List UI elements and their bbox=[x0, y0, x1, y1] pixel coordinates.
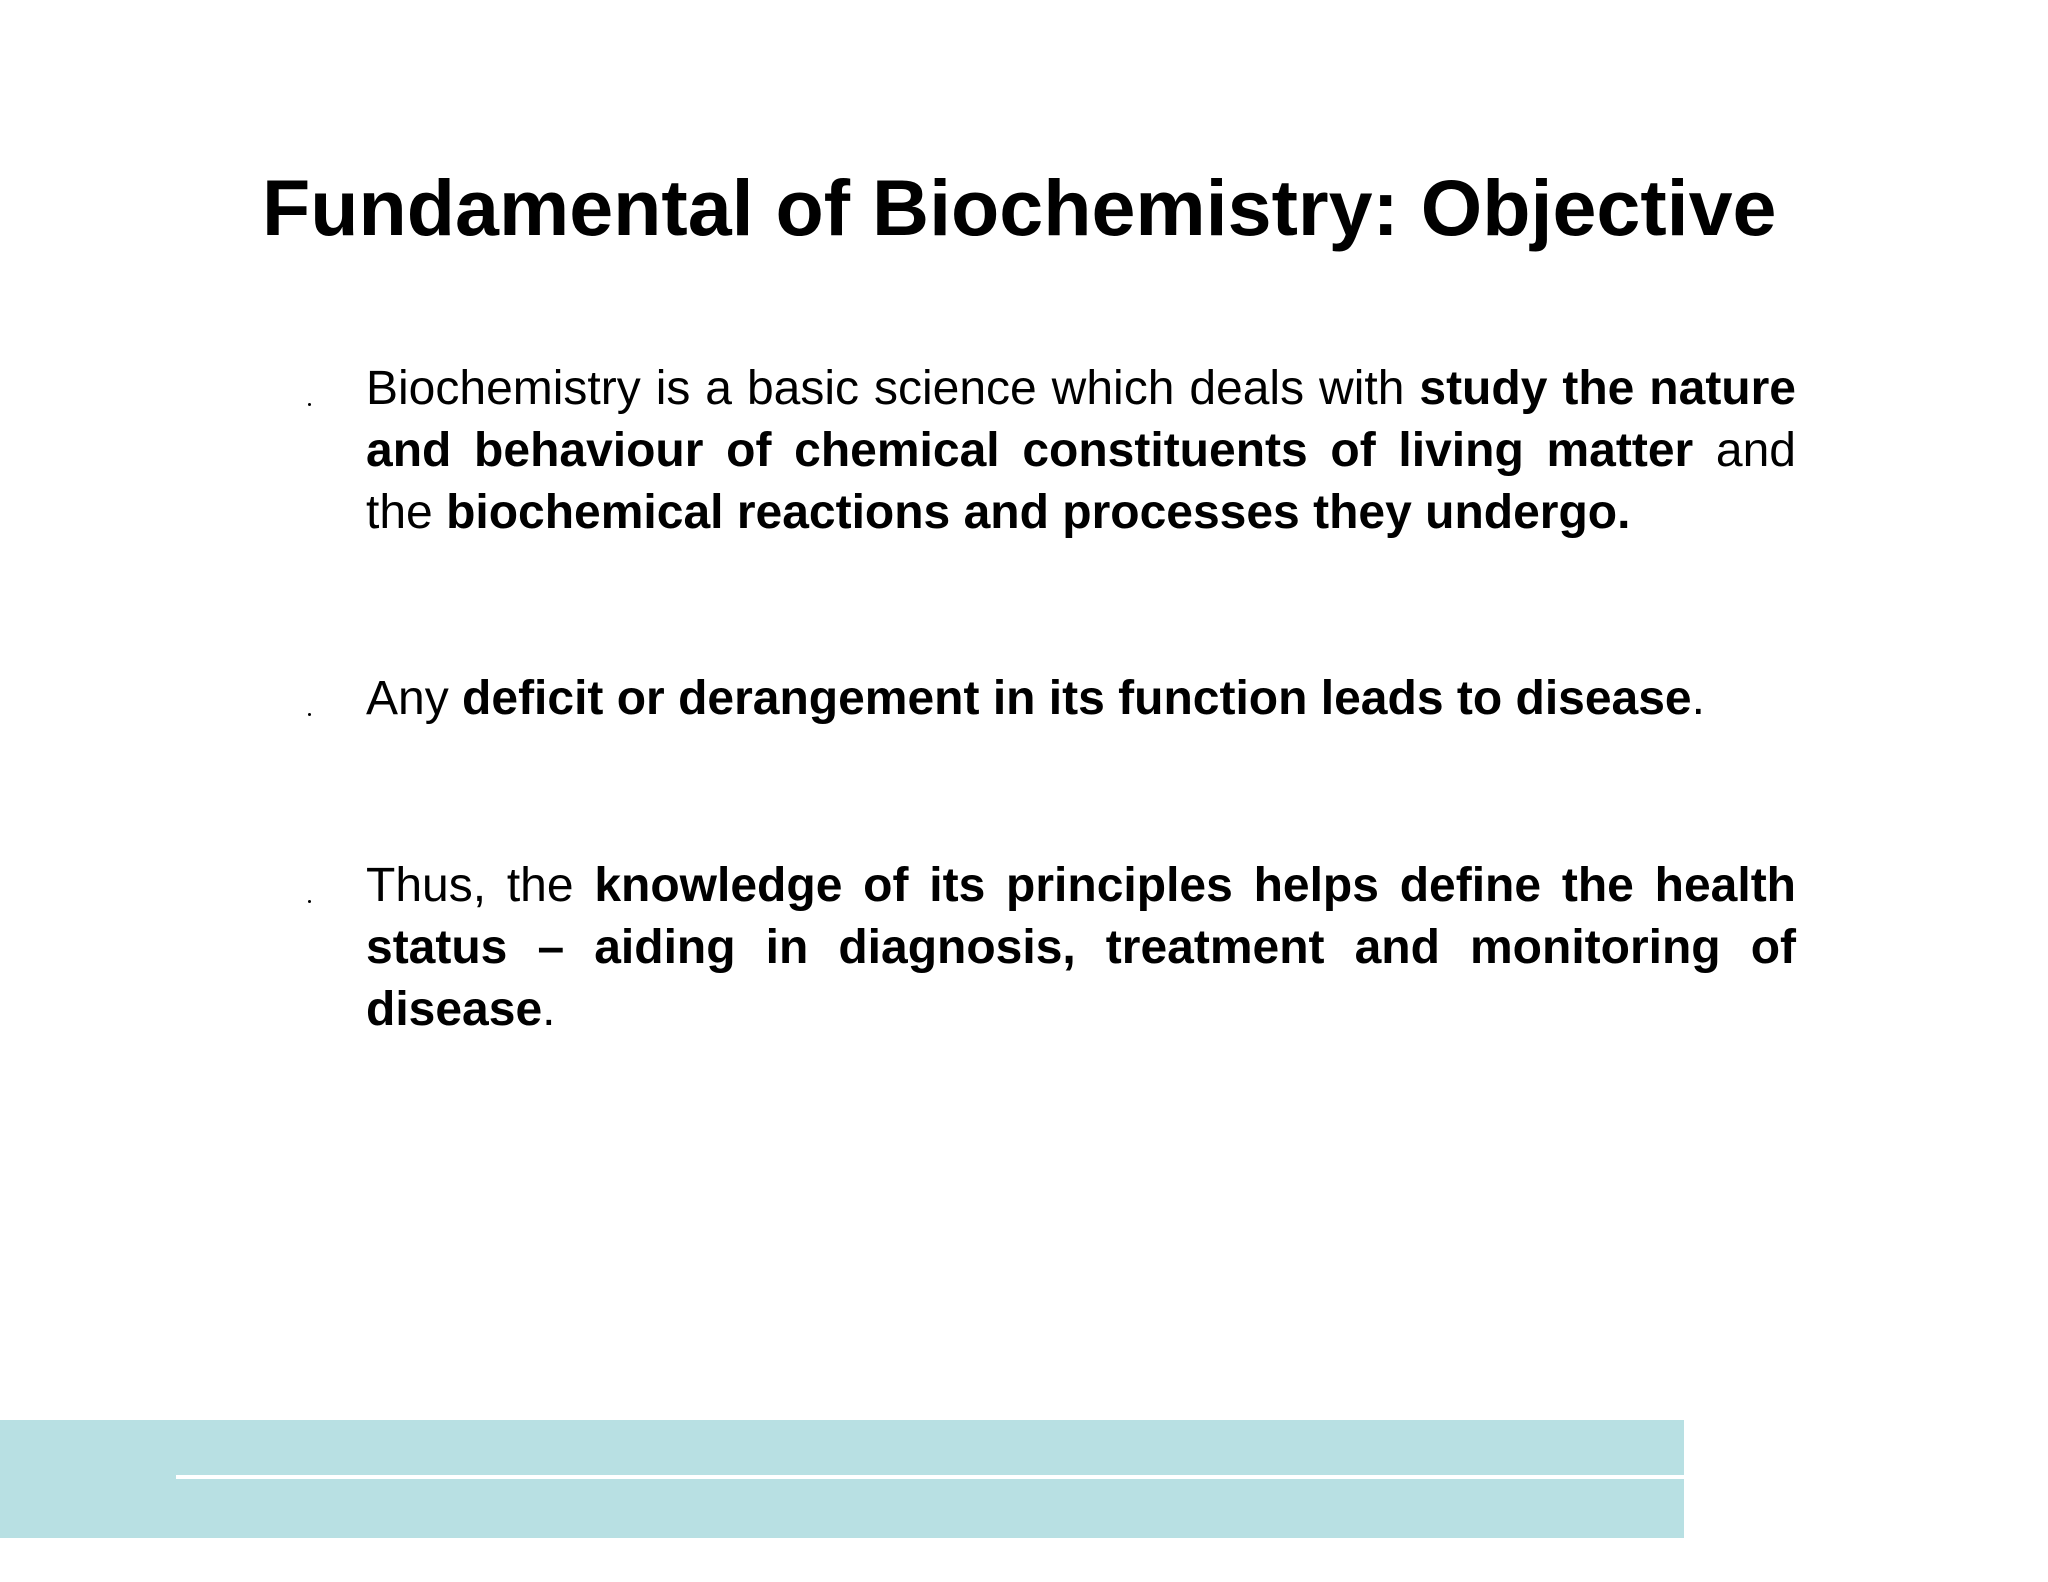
bullet-dot-icon bbox=[308, 900, 311, 903]
bold-text-run: deficit or derangement in its function leads to disease bbox=[462, 672, 1692, 725]
slide-title: Fundamental of Biochemistry: Objective bbox=[262, 163, 1777, 252]
bullet-dot-icon bbox=[308, 403, 311, 406]
text-run: Any bbox=[366, 672, 463, 725]
text-run: . bbox=[1691, 672, 1705, 725]
text-run: Biochemistry is a basic science which deals with bbox=[366, 362, 1420, 415]
bold-text-run: study the nature and behaviour of chemical constituents of living matter bbox=[366, 362, 1796, 477]
footer-band bbox=[0, 1420, 1684, 1538]
footer-divider bbox=[176, 1475, 1684, 1479]
text-run: and the bbox=[366, 424, 1797, 539]
bullet-text bbox=[366, 855, 1796, 1041]
text-run: Thus, the bbox=[366, 859, 595, 912]
bold-text-run: biochemical reactions and processes they undergo. bbox=[446, 486, 1631, 539]
text-run: . bbox=[542, 983, 556, 1036]
bullet-text bbox=[366, 358, 1796, 544]
bullet-text bbox=[366, 668, 1796, 730]
bold-text-run: knowledge of its principles helps define the health status – aiding in diagnosis, treatment and monitoring of disease bbox=[366, 859, 1796, 1036]
bullet-dot-icon bbox=[308, 713, 311, 716]
